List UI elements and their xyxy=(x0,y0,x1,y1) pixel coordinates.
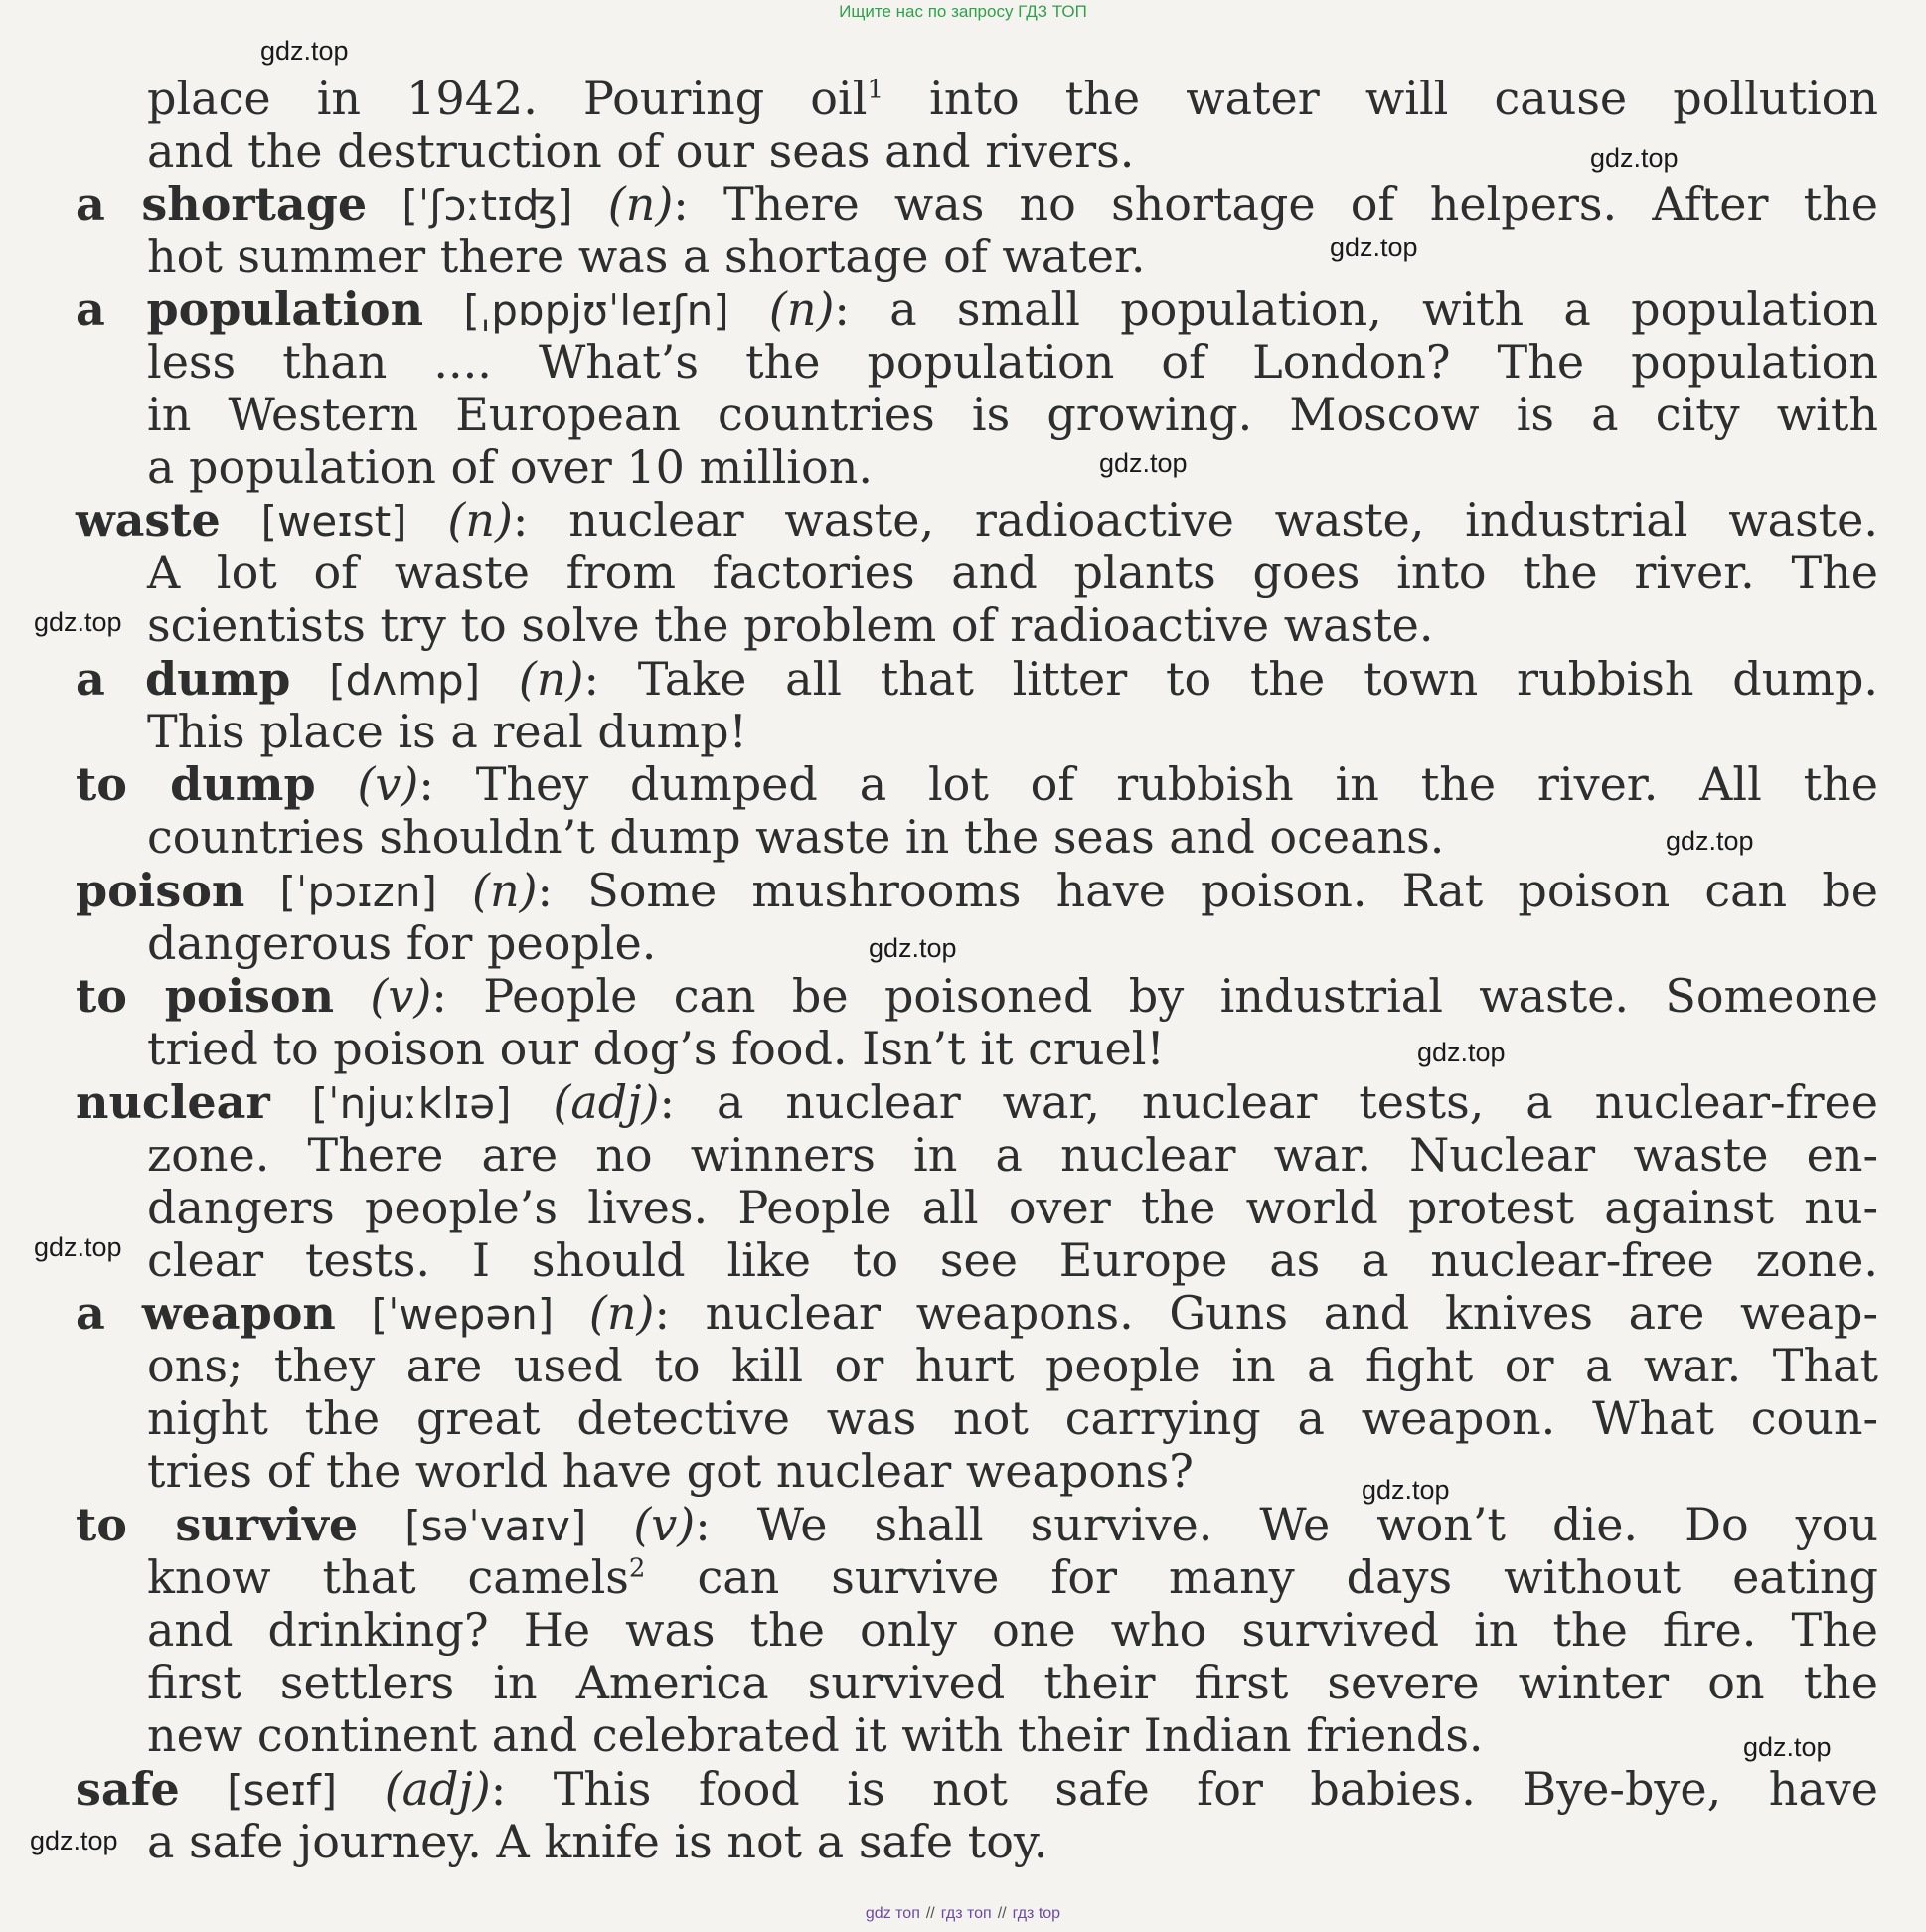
footnote-mark: 2 xyxy=(628,1553,646,1584)
text-line: tries of the world have got nuclear weapons? xyxy=(147,1444,1194,1498)
entry-dump-verb: to dump (v): They dumped a lot of rubbish in the river. All the xyxy=(76,757,1879,811)
text-line: tried to poison our dog’s food. Isn’t it cruel! xyxy=(147,1022,1165,1075)
entry-nuclear: nuclear [ˈnjuːklɪə] (adj): a nuclear war, nuclear tests, a nuclear-free xyxy=(76,1075,1879,1129)
headword: waste xyxy=(76,493,221,547)
bottom-banner-item[interactable]: гдз top xyxy=(1012,1905,1061,1922)
text-line: know that camels$^2$ can survive for many days without eating xyxy=(147,1550,1879,1604)
phonetic: [ˌpɒpjʊˈleɪʃn] xyxy=(463,286,729,335)
bottom-banner-item[interactable]: гдз топ xyxy=(940,1905,992,1922)
part-of-speech: (n) xyxy=(588,1286,655,1340)
headword: to poison xyxy=(76,969,335,1023)
headword: a dump xyxy=(76,652,291,706)
text-line: A lot of waste from factories and plants goes into the river. The xyxy=(147,546,1878,599)
text-line: dangers people’s lives. People all over the world protest against nu- xyxy=(147,1181,1878,1234)
text-line: night the great detective was not carrying a weapon. What coun- xyxy=(147,1391,1878,1445)
text-line: scientists try to solve the problem of radioactive waste. xyxy=(147,598,1434,652)
banner-separator: // xyxy=(925,1905,935,1922)
part-of-speech: (n) xyxy=(607,177,674,231)
watermark: gdz.top xyxy=(1362,1475,1450,1505)
text-line: and drinking? He was the only one who survived in the fire. The xyxy=(147,1603,1878,1657)
headword: a shortage xyxy=(76,177,368,231)
text-line: and the destruction of our seas and rivers. xyxy=(147,124,1135,178)
watermark: gdz.top xyxy=(869,933,957,963)
part-of-speech: (n) xyxy=(518,652,584,706)
part-of-speech: (n) xyxy=(472,864,538,917)
phonetic: [səˈvaɪv] xyxy=(404,1502,587,1550)
entry-weapon: a weapon [ˈwepən] (n): nuclear weapons. Guns and knives are weap- xyxy=(76,1286,1878,1340)
text-line: less than .... What’s the population of London? The population xyxy=(147,335,1878,389)
text-line: ons; they are used to kill or hurt people in a fight or a war. That xyxy=(147,1339,1878,1392)
phonetic: [seɪf] xyxy=(227,1766,338,1815)
part-of-speech: (n) xyxy=(768,282,835,336)
bottom-banner-item[interactable]: gdz топ xyxy=(865,1905,920,1922)
banner-separator: // xyxy=(997,1905,1007,1922)
part-of-speech: (v) xyxy=(370,969,432,1023)
top-banner: Ищите нас по запросу ГДЗ ТОП xyxy=(839,2,1087,21)
text-line: This place is a real dump! xyxy=(147,705,748,758)
headword: nuclear xyxy=(76,1075,270,1129)
watermark: gdz.top xyxy=(1666,826,1754,856)
text-line: new continent and celebrated it with their Indian friends. xyxy=(147,1708,1484,1762)
watermark: gdz.top xyxy=(1417,1038,1506,1067)
entry-shortage: a shortage [ˈʃɔːtɪʤ] (n): There was no shortage of helpers. After the xyxy=(76,177,1879,231)
watermark: gdz.top xyxy=(1099,448,1188,478)
entry-waste: waste [weɪst] (n): nuclear waste, radioactive waste, industrial waste. xyxy=(76,493,1879,547)
part-of-speech: (n) xyxy=(447,493,513,547)
headword: poison xyxy=(76,864,245,917)
part-of-speech: (v) xyxy=(357,757,419,811)
phonetic: [ˈʃɔːtɪʤ] xyxy=(401,181,573,230)
phonetic: [ˈnjuːklɪə] xyxy=(311,1079,512,1128)
headword: to survive xyxy=(76,1498,359,1551)
phonetic: [ˈwepən] xyxy=(371,1290,555,1339)
watermark: gdz.top xyxy=(1330,233,1418,262)
part-of-speech: (v) xyxy=(633,1498,696,1551)
phonetic: [dʌmp] xyxy=(329,656,481,705)
text-line: place in 1942. Pouring oil$^1$ into the water will cause pollution xyxy=(147,72,1878,125)
text-line: first settlers in America survived their first severe winter on the xyxy=(147,1656,1878,1709)
watermark: gdz.top xyxy=(1590,143,1679,173)
part-of-speech: (adj) xyxy=(384,1762,491,1816)
footnote-mark: 1 xyxy=(867,75,883,105)
headword: a weapon xyxy=(76,1286,336,1340)
text-line: zone. There are no winners in a nuclear war. Nuclear waste en- xyxy=(147,1128,1878,1182)
headword: to dump xyxy=(76,757,316,811)
entry-dump-noun: a dump [dʌmp] (n): Take all that litter to the town rubbish dump. xyxy=(76,652,1879,706)
phonetic: [weɪst] xyxy=(260,497,407,546)
headword: safe xyxy=(76,1762,180,1816)
watermark: gdz.top xyxy=(34,1232,122,1262)
text-line: in Western European countries is growing. Moscow is a city with xyxy=(147,388,1878,441)
entry-population: a population [ˌpɒpjʊˈleɪʃn] (n): a small population, with a population xyxy=(76,282,1878,336)
watermark: gdz.top xyxy=(30,1826,118,1855)
watermark: gdz.top xyxy=(260,36,349,66)
entry-safe: safe [seɪf] (adj): This food is not safe for babies. Bye-bye, have xyxy=(76,1762,1878,1816)
bottom-banner xyxy=(0,1905,1926,1923)
entry-poison-verb: to poison (v): People can be poisoned by industrial waste. Someone xyxy=(76,969,1878,1023)
text-line: dangerous for people. xyxy=(147,916,657,970)
part-of-speech: (adj) xyxy=(553,1075,660,1129)
entry-poison-noun: poison [ˈpɔɪzn] (n): Some mushrooms have poison. Rat poison can be xyxy=(76,864,1879,917)
phonetic: [ˈpɔɪzn] xyxy=(279,868,437,916)
text-line: hot summer there was a shortage of water. xyxy=(147,230,1146,283)
watermark: gdz.top xyxy=(34,607,122,637)
entry-survive: to survive [səˈvaɪv] (v): We shall survive. We won’t die. Do you xyxy=(76,1498,1879,1551)
headword: a population xyxy=(76,282,424,336)
text-line: a population of over 10 million. xyxy=(147,440,873,494)
text-line: a safe journey. A knife is not a safe toy. xyxy=(147,1815,1048,1868)
watermark: gdz.top xyxy=(1743,1732,1832,1762)
text-line: clear tests. I should like to see Europe as a nuclear-free zone. xyxy=(147,1233,1878,1287)
text-line: countries shouldn’t dump waste in the seas and oceans. xyxy=(147,810,1445,864)
